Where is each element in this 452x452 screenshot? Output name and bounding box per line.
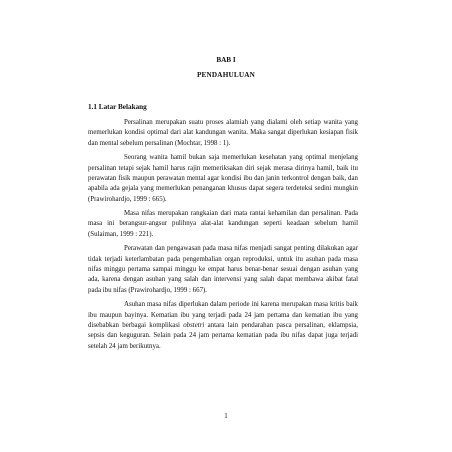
paragraph-italic-term: obstetri bbox=[183, 321, 205, 329]
paragraph bbox=[88, 209, 358, 240]
chapter-title: PENDAHULUAN bbox=[196, 71, 256, 79]
body-text bbox=[88, 118, 358, 356]
paragraph-text: Perawatan dan pengawasan pada masa nifas menjadi sangat penting dilakukan agar tidak terjadi keterlambatan pada pengembalian organ reproduksi, untuk itu asuhan pada masa nifas minggu pertama sampai minggu ke empat harus benar-benar sesuai dengan asuhan yang ada, karena dengan asuhan yang salah dan intervensi yang salah dapat membawa akibat fatal pada ibu nifas (Prawirohardjo, 1999 : 667). bbox=[88, 245, 358, 294]
paragraph-text: Asuhan masa nifas diperlukan dalam periode ini karena merupakan masa kritis baik ibu maupun bayinya. Kematian ibu yang terjadi pada 24 jam pertama dan kematian ibu yang disebabkan berbagai komplikasi bbox=[88, 301, 358, 329]
paragraph bbox=[88, 244, 358, 296]
paragraph-text: Seorang wanita hamil bukan saja memerlukan kesehatan yang optimal menjelang persalinan tetapi sejak hamil harus rajin memeriksakan diri sejak merasa dirinya hamil, baik itu perawatan fisik maupun perawatan mental agar kondisi ibu dan janin terkontrol dengan baik, dan apabila ada gejala yang memerlukan penanganan khusus dapat segera terdeteksi sedini mungkin (Prawirohardjo, 1999 : 665). bbox=[88, 154, 358, 203]
section-heading: 1.1 Latar Belakang bbox=[88, 103, 147, 111]
paragraph-text: Persalinan merupakan suatu proses alamiah yang dialami oleh setiap wanita yang memerlukan kondisi optimal dari alat kandungan wanita. Maka sangat diperlukan kesiapan fisik dan mental sebelum persalinan (Mochtar, 1998 : 1). bbox=[88, 119, 358, 147]
paragraph bbox=[88, 118, 358, 149]
paragraph bbox=[88, 153, 358, 205]
paragraph-text: Masa nifas merupakan rangkaian dari mata rantai kehamilan dan persalinan. Pada masa ini berangsur-angsur pulihnya alat-alat kandungan seperti keadaan sebelum hamil (Sulaiman, 1999 : 221). bbox=[88, 210, 358, 238]
paragraph bbox=[88, 300, 358, 352]
page-number: 1 bbox=[224, 413, 228, 420]
paragraph-text-continued: antara lain pendarahan pasca persalinan, eklampsia, sepsis dan keguguran. Selain pada 24 jam pertama kematian pada ibu nifas dapat juga terjadi setelah 24 jam berikutnya. bbox=[88, 321, 358, 350]
chapter-number: BAB I bbox=[216, 56, 236, 64]
